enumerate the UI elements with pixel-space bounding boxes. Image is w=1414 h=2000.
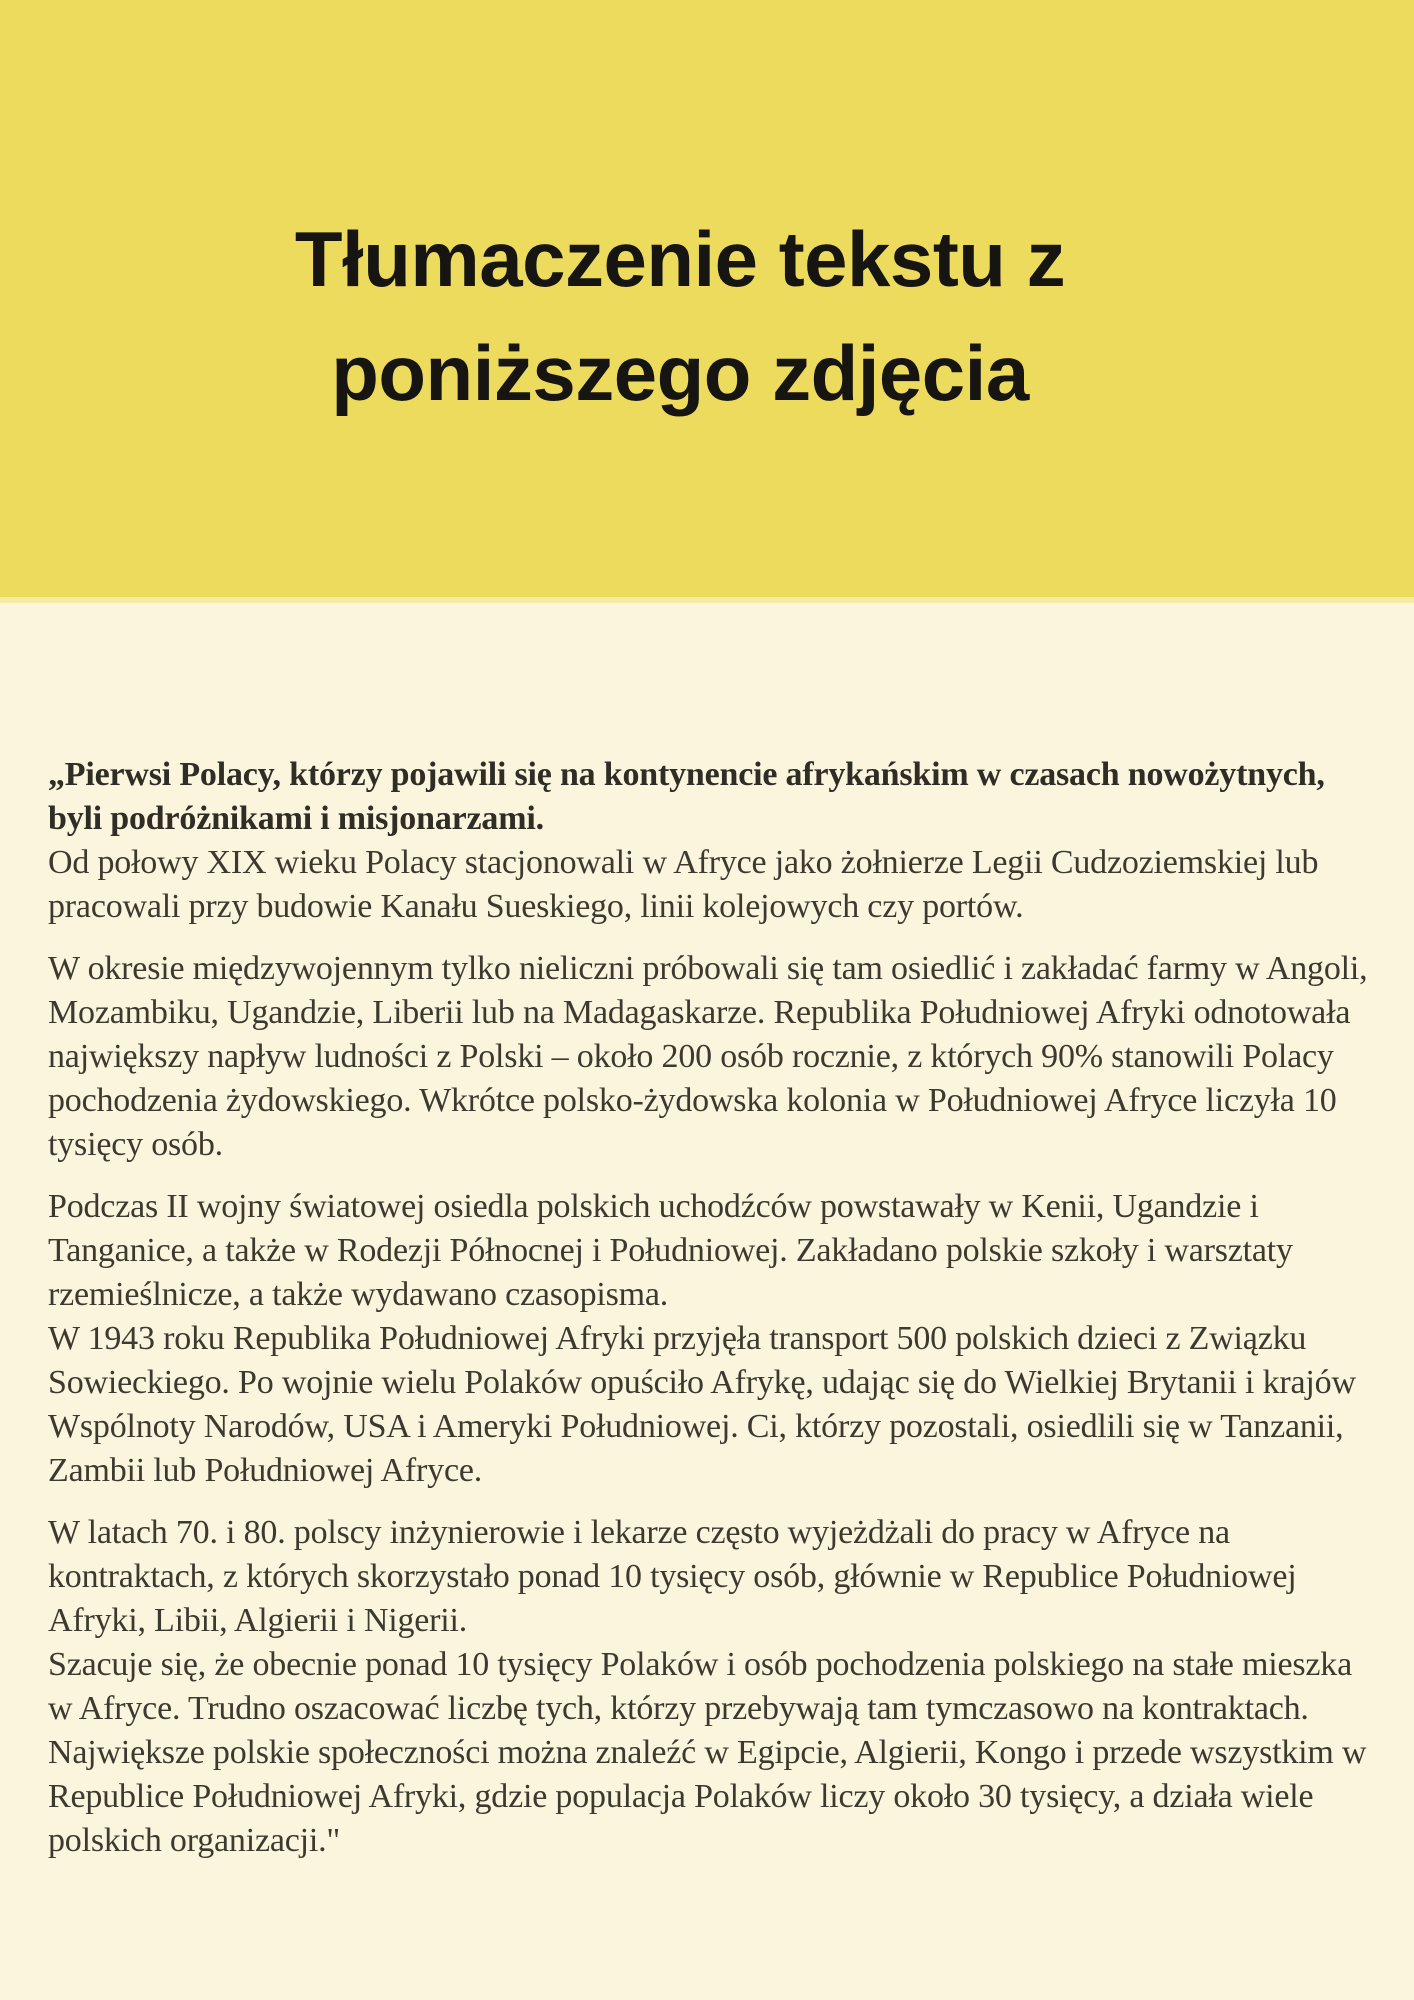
paragraph-1-text: Od połowy XIX wieku Polacy stacjonowali w Afryce jako żołnierze Legii Cudzoziemskiej lub pracowali przy budowie Kanału Sueskiego, linii kolejowych czy portów.	[48, 844, 1319, 925]
paragraph-4	[48, 1511, 1368, 1863]
page-title-line-1: Tłumaczenie tekstu z	[294, 215, 1066, 303]
paragraph-3-part-2: W 1943 roku Republika Południowej Afryki przyjęła transport 500 polskich dzieci z Związku Sowieckiego. Po wojnie wielu Polaków opuściło Afrykę, udając się do Wielkiej Brytanii i krajów Wspólnoty Narodów, USA i Ameryki Południowej. Ci, którzy pozostali, osiedlili się w Tanzanii, Zambii lub Południowej Afryce.	[48, 1320, 1356, 1489]
paragraph-4-part-2: Szacuje się, że obecnie ponad 10 tysięcy Polaków i osób pochodzenia polskiego na stałe mieszka w Afryce. Trudno oszacować liczbę tych, którzy przebywają tam tymczasowo na kontraktach. Największe polskie społeczności można znaleźć w Egipcie, Algierii, Kongo i przede wszystkim w Republice Południowej Afryki, gdzie populacja Polaków liczy około 30 tysięcy, a działa wiele polskich organizacji."	[48, 1646, 1367, 1859]
translated-text	[48, 603, 1368, 1863]
page-title-line-2: poniższego zdjęcia	[331, 329, 1029, 417]
paragraph-2: W okresie międzywojennym tylko nieliczni próbowali się tam osiedlić i zakładać farmy w Angoli, Mozambiku, Ugandzie, Liberii lub na Madagaskarze. Republika Południowej Afryki odnotowała największy napływ ludności z Polski – około 200 osób rocznie, z których 90% stanowili Polacy pochodzenia żydowskiego. Wkrótce polsko-żydowska kolonia w Południowej Afryce liczyła 10 tysięcy osób.	[48, 950, 1368, 1163]
paragraph-3-part-1: Podczas II wojny światowej osiedla polskich uchodźców powstawały w Kenii, Ugandzie i Tanganice, a także w Rodezji Północnej i Południowej. Zakładano polskie szkoły i warsztaty rzemieślnicze, a także wydawano czasopisma.	[48, 1188, 1293, 1313]
header-banner	[0, 0, 1414, 597]
document-body	[0, 603, 1414, 1863]
paragraph-4-part-1: W latach 70. i 80. polscy inżynierowie i lekarze często wyjeżdżali do pracy w Afryce na kontraktach, z których skorzystało ponad 10 tysięcy osób, głównie w Republice Południowej Afryki, Libii, Algierii i Nigerii.	[48, 1514, 1297, 1639]
paragraph-1-bold-lead: „Pierwsi Polacy, którzy pojawili się na kontynencie afrykańskim w czasach nowożytnych, byli podróżnikami i misjonarzami.	[48, 756, 1325, 837]
page-title	[0, 0, 1360, 430]
paragraph-3	[48, 1185, 1368, 1493]
paragraph-1	[48, 753, 1368, 929]
